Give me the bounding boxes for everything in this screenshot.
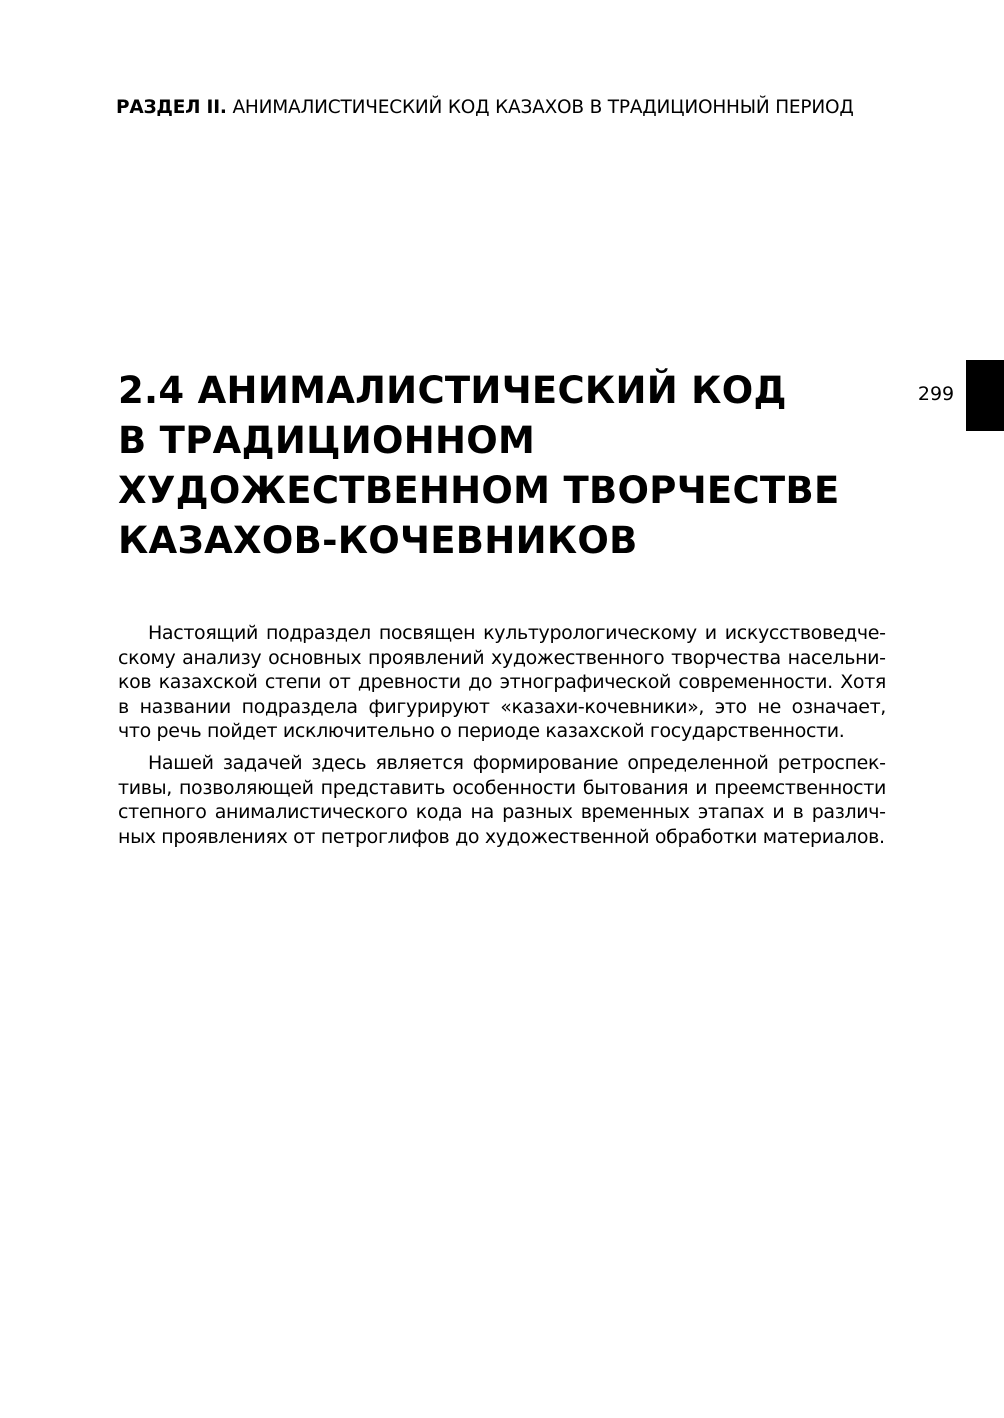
section-title: АНИМАЛИСТИЧЕСКИЙ КОД КАЗАХОВ В ТРАДИЦИОННЫЙ ПЕРИОД <box>232 97 854 118</box>
chapter-title <box>118 366 898 566</box>
page-number: 299 <box>917 383 955 405</box>
body-text <box>118 621 886 856</box>
paragraph: Нашей задачей здесь является формирование определенной ретроспективы, позволяющей представить особенности бытования и преемственности степного анималистического кода на разных временных этапах и в различных проявлениях от петроглифов до художественной обработки материалов. <box>118 751 886 848</box>
chapter-title-line: В ТРАДИЦИОННОМ <box>118 419 536 462</box>
thumb-index-tab <box>966 360 1004 431</box>
chapter-title-line: 2.4 АНИМАЛИСТИЧЕСКИЙ КОД <box>118 369 787 412</box>
section-label: РАЗДЕЛ II. <box>116 97 227 118</box>
chapter-title-line: ХУДОЖЕСТВЕННОМ ТВОРЧЕСТВЕ <box>118 469 840 512</box>
running-header <box>116 96 854 120</box>
paragraph: Настоящий подраздел посвящен культурологическому и искусствоведческому анализу основных проявлений художественного творчества насельников казахской степи от древности до этнографической современности. Хотя в названии подраздела фигурируют «казахи-кочевники», это не означает, что речь пойдет исключительно о периоде казахской государственности. <box>118 622 886 743</box>
chapter-title-line: КАЗАХОВ-КОЧЕВНИКОВ <box>118 519 638 562</box>
